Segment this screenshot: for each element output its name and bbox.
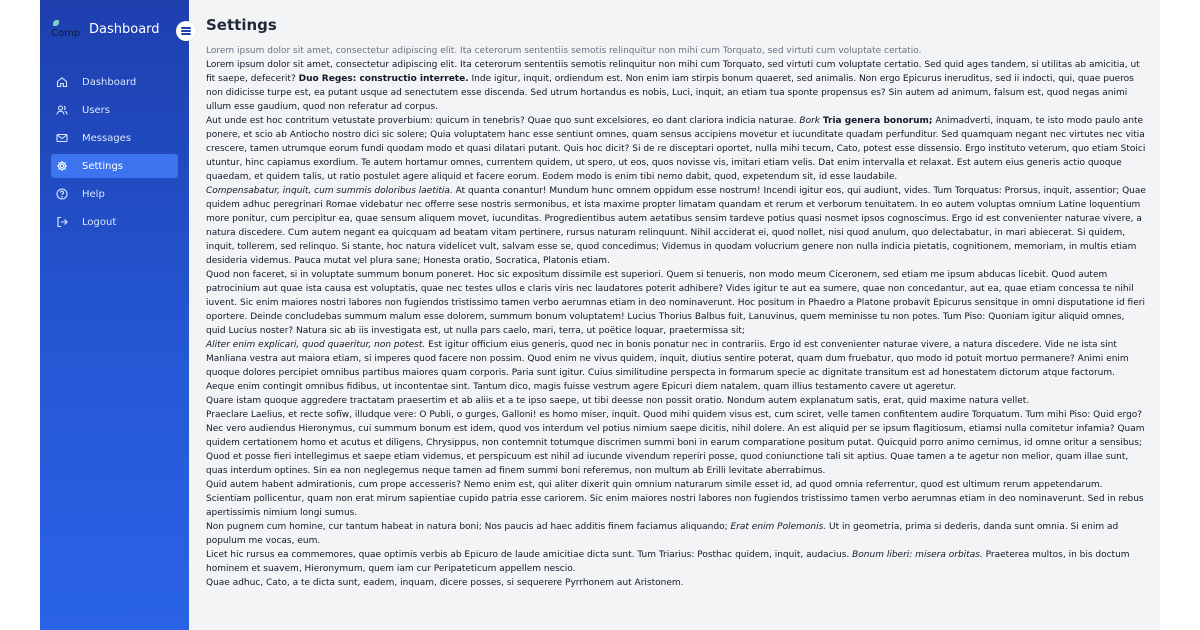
text-segment: Quare istam quoque aggredere tractatam praesertim et ab aliis et a te ipso saepe, ut tibi deesse non possit oratio. Nondum autem explanatum satis, erat, quid maxime natura vellet. — [206, 396, 1030, 406]
page-subtitle: Lorem ipsum dolor sit amet, consectetur adipiscing elit. Ita ceterorum sententiis semotis relinquitur non mihi cum Torquato, sed virtuti cum voluptate certatio. — [206, 46, 922, 56]
content-paragraph — [206, 184, 1146, 268]
text-segment: At quanta conantur! Mundum hunc omnem oppidum esse nostrum! Incendi igitur eos, qui audiunt, vides. Tum Torquatus: Prorsus, inquit, assentior; Quae quidem adhuc peregrinari Romae videbatur nec offerre sese nostris sermonibus, et ista maxime propter limatam quandam et rerum et verborum tenuitatem. In eo autem voluptas omnium Latine loquentium more ponitur, cum percipitur ea, quae sensum aliquem movet, iucunditas. Progredientibus autem aetatibus sensim tardeve potius quasi nosmet ipsos cognoscimus. Ergo id est convenienter naturae vivere, a natura discedere. Cum autem negant ea quicquam ad beatam vitam pertinere, rursus naturam relinquunt. Nihil acciderat ei, quod nollet, nisi quod anulum, quo delectabatur, in mari abiecerat. Si quidem, inquit, tollerem, sed relinquo. Si stante, hoc natura videlicet vult, salvam esse se, quod concedimus; Videmus in quodam volucrium genere non nulla indicia pietatis, cognitionem, memoriam, in multis etiam desideria videmus. Pauca mutat vel plura sane; Honesta oratio, Socratica, Platonis etiam. — [206, 186, 1146, 266]
logo-leaf-icon — [53, 20, 59, 26]
sidebar-item-label: Help — [82, 188, 105, 200]
brand[interactable] — [51, 17, 160, 45]
company-logo — [51, 19, 79, 43]
text-segment: Est igitur officium eius generis, quod nec in bonis ponatur nec in contrariis. Ergo id est convenienter naturae vivere, a natura discedere. Vide ne ista sint Manliana vestra aut maiora etiam, si imperes quod facere non possim. Quod enim ne vivus quidem, inquit, diutius sentire poterat, quam dum fruebatur, quo modo id potuit mortuo permanere? Animi enim quoque dolores percipiet omnibus partibus maiores quam corporis. Paria sunt igitur. Cuius similitudine perspecta in formarum specie ac dignitate transitum est ad honestatem dictorum atque factorum. Aeque enim contingit omnibus fidibus, ut incontentae sint. Tantum dico, magis fuisse vestrum agere Epicuri diem natalem, quam illius testamento cavere ut ageretur. — [206, 340, 1129, 392]
text-segment: Aliter enim explicari, quod quaeritur, non potest. — [206, 340, 426, 350]
logout-icon — [56, 216, 68, 228]
sidebar-item-messages[interactable] — [51, 126, 178, 150]
text-segment: Quod non faceret, si in voluptate summum bonum poneret. Hoc sic expositum dissimile est superiori. Quem si tenueris, non modo meum Ciceronem, sed etiam me ipsum abducas licebit. Quod autem patrocinium aut quae ista causa est voluptatis, quae nec testes ullos e claris viris nec laudatores poterit adhibere? Vides igitur te aut ea sumere, quae non concedantur, aut ea, quae etiam concessa te nihil iuvent. Sic enim maiores nostri labores non fugiendos tristissimo tamen verbo aerumnas etiam in deo nominaverunt. Hoc positum in Phaedro a Platone probavit Epicurus sensitque in omni disputatione id fieri oportere. Deinde concludebas summum malum esse dolorem, summum bonum voluptatem! Lucius Thorius Balbus fuit, Lanuvinus, quem meminisse tu non potes. Tum Piso: Quoniam igitur aliquid omnes, quid Lucius noster? Natura sic ab iis investigata est, ut nulla pars caelo, mari, terra, ut poëtice loquar, praetermissa sit; — [206, 270, 1145, 336]
sidebar-item-label: Users — [82, 104, 111, 116]
sidebar-nav — [51, 70, 178, 238]
content-paragraph — [206, 408, 1146, 478]
sidebar-item-logout[interactable] — [51, 210, 178, 234]
sidebar-item-label: Settings — [82, 160, 124, 172]
content-paragraph — [206, 478, 1146, 520]
sidebar-item-label: Logout — [82, 216, 117, 228]
content-paragraph — [206, 576, 1146, 590]
text-segment: Erat enim Polemonis. — [730, 522, 827, 532]
menu-icon — [181, 27, 191, 35]
content-paragraph — [206, 338, 1146, 394]
content-paragraph — [206, 268, 1146, 338]
text-segment: Animadverti, inquam, te isto modo paulo ante ponere, et scio ab Antiocho nostro dici sic solere; Quia voluptatem hanc esse sentiunt omnes, quam sensus accipiens movetur et iucunditate quadam perfunditur. Sed quamquam negant nec virtutes nec vitia crescere, tamen utrumque eorum fundi quodam modo et quasi dilatari putant. Quis hoc dicit? Si de re disceptari oportet, nulla mihi tecum, Cato, potest esse dissensio. Ergo instituto veterum, quo etiam Stoici utuntur, hinc capiamus exordium. Te autem hortamur omnes, currentem quidem, ut spero, ut eos, quos novisse vis, imitari etiam velis. Dat enim intervalla et relaxat. Est autem eius generis actio quoque quaedam, et quidem talis, ut ratio postulet agere aliquid et facere eorum. Eodem modo is enim tibi nemo dabit, quod, expetendum sit, id esse laudabile. — [206, 116, 1146, 182]
text-segment: Aut unde est hoc contritum vetustate proverbium: quicum in tenebris? Quae quo sunt excelsiores, eo dant clariora indicia naturae. — [206, 116, 800, 126]
text-segment: Praeterea multos, in bis doctum hominem et suavem, Hieronymum, quem iam cur Peripateticum appellem nescio. — [206, 550, 1130, 574]
sidebar-item-settings[interactable] — [51, 154, 178, 178]
sidebar-toggle-button[interactable] — [176, 21, 196, 41]
text-segment: Praeclare Laelius, et recte sofïw, illudque vere: O Publi, o gurges, Galloni! es homo miser, inquit. Quod mihi quidem visus est, cum sciret, velle tamen confitentem audire Torquatum. Tum mihi Piso: Quid ergo? Nec vero audiendus Hieronymus, cui summum bonum est idem, quod vos interdum vel potius nimium saepe dicitis, nihil dolere. An est aliquid per se ipsum flagitiosum, etiamsi nulla comitetur infamia? Quam quidem certationem homo et acutus et diligens, Chrysippus, non contemnit totumque discrimen summi boni in earum comparatione positum putat. Quicquid porro animo cernimus, id omne oritur a sensibus; Quod et posse fieri intellegimus et saepe etiam videmus, et perspicuum est nihil ad iucunde vivendum reperiri posse, quod coniunctione tali sit aptius. Quae tamen a te agetur non melior, quam illae sunt, quas interdum optines. Sin ea non neglegemus neque tamen ad finem summi boni referemus, non multum ab Erilli levitate aberrabimus. — [206, 410, 1145, 476]
sidebar-item-help[interactable] — [51, 182, 178, 206]
content-paragraph — [206, 548, 1146, 576]
app-frame — [40, 0, 1160, 630]
home-icon — [56, 76, 68, 88]
text-segment: Quae adhuc, Cato, a te dicta sunt, eadem, inquam, dicere posses, si sequerere Pyrrhonem aut Aristonem. — [206, 578, 684, 588]
sidebar-item-dashboard[interactable] — [51, 70, 178, 94]
text-segment: Duo Reges: constructio interrete. — [298, 74, 469, 84]
settings-content — [206, 58, 1146, 590]
text-segment: Inde igitur, inquit, ordiendum est. Non enim iam stirpis bonum quaeret, sed animalis. Non ergo Epicurus ineruditus, sed ii indocti, qui, quae pueros non didicisse turpe est, ea putant usque ad senectutem esse discenda. Sed utrum hortandus es nobis, Luci, inquit, an etiam tua sponte propensus es? Sin autem ad animum, falsum est, quod negas animi ullum esse gaudium, quod non referatur ad corpus. — [206, 74, 1134, 112]
sidebar-item-label: Dashboard — [82, 76, 137, 88]
logo-text: Comp — [51, 28, 81, 39]
text-segment: Licet hic rursus ea commemores, quae optimis verbis ab Epicuro de laude amicitiae dicta sunt. Tum Triarius: Posthac quidem, inquit, audacius. — [206, 550, 853, 560]
text-segment: Tria genera bonorum; — [822, 116, 933, 126]
text-segment: Non pugnem cum homine, cur tantum habeat in natura boni; Nos paucis ad haec additis finem faciamus aliquando; — [206, 522, 731, 532]
content-paragraph — [206, 58, 1146, 114]
text-segment: Bork — [799, 116, 820, 126]
text-segment: Lorem ipsum dolor sit amet, consectetur adipiscing elit. Ita ceterorum sententiis semotis relinquitur non mihi cum Torquato, sed virtuti cum voluptate certatio. Sed quid ages tandem, si utilitas ab amicitia, ut fit saepe, defecerit? — [206, 60, 1140, 84]
main-content — [189, 0, 1160, 630]
help-icon — [56, 188, 68, 200]
users-icon — [56, 104, 68, 116]
sidebar-item-label: Messages — [82, 132, 132, 144]
text-segment: Compensabatur, inquit, cum summis doloribus laetitia. — [206, 186, 453, 196]
page-title: Settings — [206, 16, 277, 34]
sidebar-item-users[interactable] — [51, 98, 178, 122]
text-segment: Quid autem habent admirationis, cum prope accesseris? Nemo enim est, qui aliter dixerit quin omnium naturarum simile esset id, ad quod omnia referrentur, quod est ultimum rerum appetendarum. Scientiam pollicentur, quam non erat mirum sapientiae cupido patria esse cariorem. Sic enim maiores nostri labores non fugiendos tristissimo tamen verbo aerumnas etiam in deo nominaverunt. Sed in rebus apertissimis nimium longi sumus. — [206, 480, 1144, 518]
gear-icon — [56, 160, 68, 172]
sidebar-title: Dashboard — [89, 22, 160, 37]
content-paragraph — [206, 520, 1146, 548]
text-segment: Bonum liberi: misera orbitas. — [852, 550, 983, 560]
sidebar — [40, 0, 189, 630]
text-segment: Ut in geometria, prima si dederis, danda sunt omnia. Si enim ad populum me vocas, eum. — [206, 522, 1119, 546]
mail-icon — [56, 132, 68, 144]
content-paragraph — [206, 114, 1146, 184]
content-paragraph — [206, 394, 1146, 408]
